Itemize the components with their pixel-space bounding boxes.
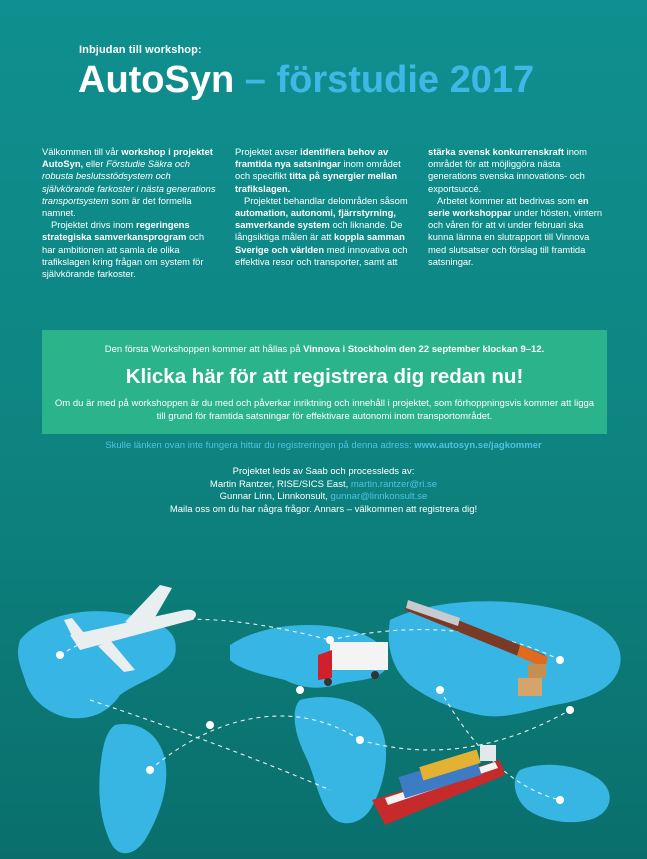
- col3-paragraph-1: stärka svensk konkurrenskraft inom området för att möjliggöra nästa generations svenska innovations- och exportsuccé.: [428, 146, 587, 194]
- contacts-outro: Maila oss om du har några frågor. Annars – välkommen att registrera dig!: [169, 503, 478, 515]
- contact-martin: Martin Rantzer, RISE/SICS East, martin.rantzer@ri.se: [209, 478, 438, 490]
- registration-description: Om du är med på workshoppen är du med och påverkar inriktning och innehåll i projektet, som förhoppningsvis kommer att ligga till grund för framtida satsningar för effektivare autonomi inom transportområdet.: [54, 398, 595, 422]
- register-link[interactable]: Klicka här för att registrera dig redan nu!: [125, 365, 524, 388]
- contacts-intro: Projektet leds av Saab och processleds av:: [232, 466, 415, 477]
- title-main: AutoSyn: [78, 59, 235, 101]
- kicker: Inbjudan till workshop:: [79, 44, 202, 56]
- col2-paragraph-1: Projektet avser identifiera behov av framtida nya satsningar inom området och specifikt titta på synergier mellan trafikslagen.: [235, 146, 401, 194]
- col1-paragraph-1: Välkommen till vår workshop i projektet AutoSyn, eller Förstudie Säkra och robusta beslutsstödsystem och självkörande farkoster i nästa generations transportsystem som är det formella namnet.: [42, 146, 216, 219]
- contacts: [0, 466, 647, 516]
- title-sub: – förstudie 2017: [244, 59, 535, 101]
- email-link-gunnar[interactable]: gunnar@linnkonsult.se: [330, 491, 428, 502]
- fallback-link[interactable]: www.autosyn.se/jagkommer: [414, 440, 542, 451]
- col3-paragraph-2: Arbetet kommer att bedrivas som en serie workshoppar under hösten, vintern och våren för att vi under februari ska kunna lämna en slutrapport till Vinnova med slutsatser och förslag till framtida satsningar.: [428, 194, 603, 267]
- column-1: [42, 146, 219, 280]
- col1-paragraph-2: Projektet drivs inom regeringens strategiska samverkansprogram och har ambitionen att samla de olika trafikslagen kring frågan om system för självkörande farkoster.: [42, 219, 205, 280]
- transport-illustration: [0, 560, 647, 859]
- col2-paragraph-2: Projektet behandlar delområden såsom automation, autonomi, fjärrstyrning, samverkande system och liknande. De långsiktiga målen är att koppla samman Sverige och världen med innovativa och effektiva resor och transporter, samt att: [235, 194, 408, 267]
- column-3: [428, 146, 605, 280]
- contact-gunnar: Gunnar Linn, Linnkonsult, gunnar@linnkonsult.se: [219, 491, 428, 502]
- email-link-martin[interactable]: martin.rantzer@ri.se: [350, 478, 438, 490]
- intro-columns: [42, 146, 608, 280]
- registration-box: [42, 330, 607, 434]
- fallback-notice: Skulle länken ovan inte fungera hittar du registreringen på denna adress: www.autosyn.se/jagkommer: [105, 440, 542, 451]
- workshop-info: Den första Workshoppen kommer att hållas på Vinnova i Stockholm den 22 september klockan 9–12.: [104, 344, 545, 355]
- column-2: [235, 146, 412, 280]
- cargo-ship-icon: [372, 745, 505, 825]
- page-title: [78, 58, 534, 104]
